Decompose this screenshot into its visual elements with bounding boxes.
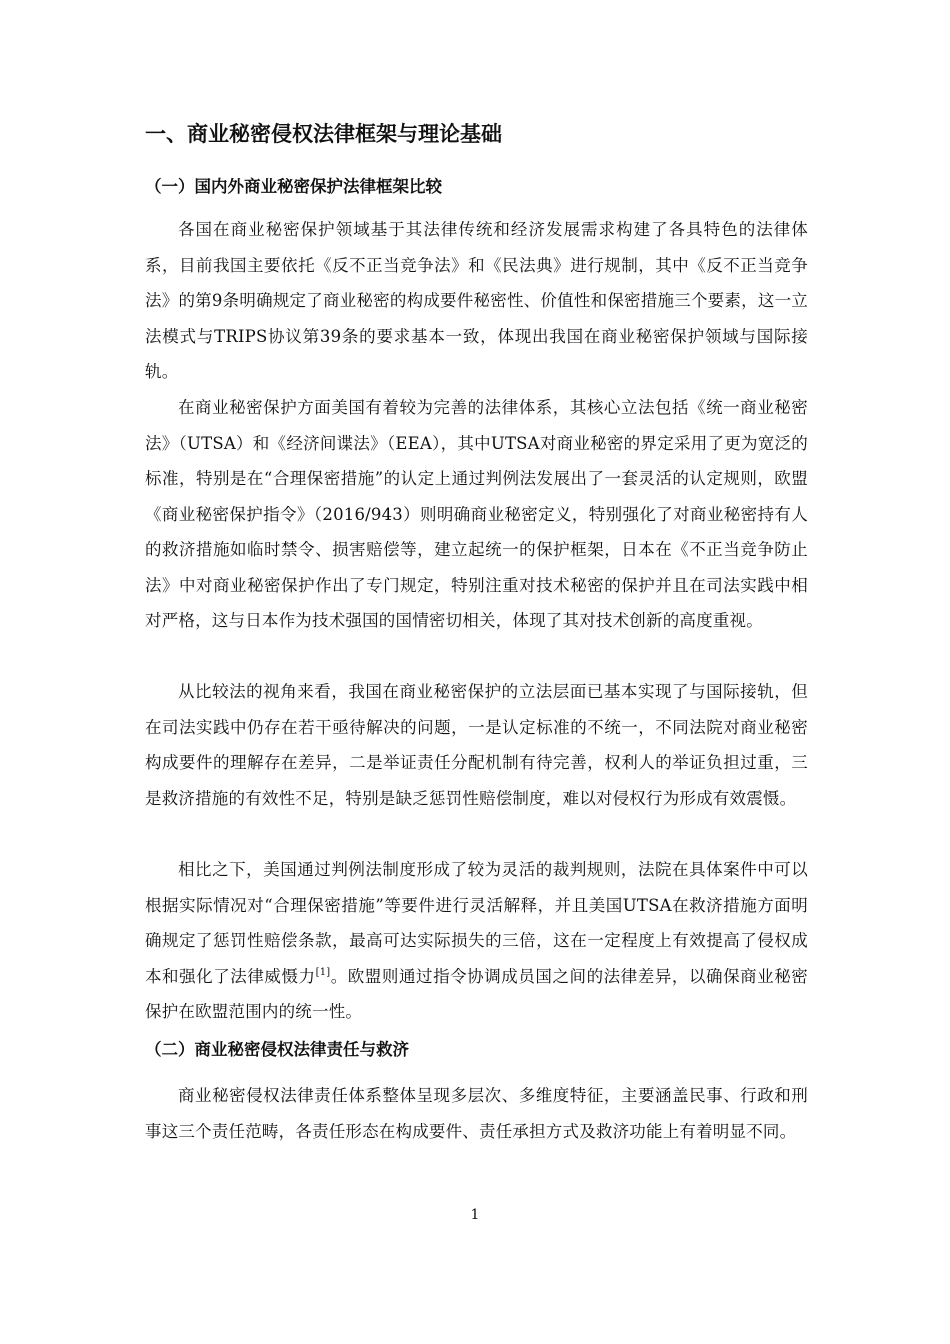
paragraph-5: 商业秘密侵权法律责任体系整体呈现多层次、多维度特征，主要涵盖民事、行政和刑事这三个责任范畴，各责任形态在构成要件、责任承担方式及救济功能上有着明显不同。 bbox=[145, 1086, 808, 1141]
citation-ref: [1] bbox=[315, 966, 331, 978]
paragraph-3: 从比较法的视角来看，我国在商业秘密保护的立法层面已基本实现了与国际接轨，但在司法实践中仍存在若干亟待解决的问题，一是认定标准的不统一，不同法院对商业秘密构成要件的理解存在差异，二是举证责任分配机制有待完善，权利人的举证负担过重，三是救济措施的有效性不足，特别是缺乏惩罚性赔偿制度，难以对侵权行为形成有效震慑。 bbox=[145, 682, 808, 808]
page-number: 1 bbox=[470, 1207, 480, 1223]
paragraph-4-text-a: 相比之下，美国通过判例法制度形成了较为灵活的裁判规则，法院在具体案件中可以根据实际情况对“合理保密措施”等要件进行灵活解释，并且美国UTSA在救济措施方面明确规定了惩罚性赔偿条款，最高可达实际损失的三倍，这在一定程度上有效提高了侵权成本和强化了法律威慑力 bbox=[145, 860, 808, 986]
paragraph-4-text-b: 。欧盟则通过指令协调成员国之间的法律差异，以确保商业秘密保护在欧盟范围内的统一性。 bbox=[145, 966, 808, 1021]
paragraph-1: 各国在商业秘密保护领域基于其法律传统和经济发展需求构建了各具特色的法律体系，目前我国主要依托《反不正当竞争法》和《民法典》进行规制，其中《反不正当竞争法》的第9条明确规定了商业秘密的构成要件秘密性、价值性和保密措施三个要素，这一立法模式与TRIPS协议第39条的要求基本一致，体现出我国在商业秘密保护领域与国际接轨。 bbox=[145, 220, 808, 381]
section-heading-2: （二）商业秘密侵权法律责任与救济 bbox=[145, 1040, 409, 1059]
section-heading-1: （一）国内外商业秘密保护法律框架比较 bbox=[145, 177, 442, 196]
paragraph-4 bbox=[145, 852, 808, 1030]
chapter-heading: 一、商业秘密侵权法律框架与理论基础 bbox=[145, 122, 502, 146]
paragraph-2: 在商业秘密保护方面美国有着较为完善的法律体系，其核心立法包括《统一商业秘密法》（UTSA）和《经济间谍法》（EEA），其中UTSA对商业秘密的界定采用了更为宽泛的标准，特别是在“合理保密措施”的认定上通过判例法发展出了一套灵活的认定规则，欧盟《商业秘密保护指令》（2016/943）则明确商业秘密定义，特别强化了对商业秘密持有人的救济措施如临时禁令、损害赔偿等，建立起统一的保护框架，日本在《不正当竞争防止法》中对商业秘密保护作出了专门规定，特别注重对技术秘密的保护并且在司法实践中相对严格，这与日本作为技术强国的国情密切相关，体现了其对技术创新的高度重视。 bbox=[145, 398, 808, 630]
